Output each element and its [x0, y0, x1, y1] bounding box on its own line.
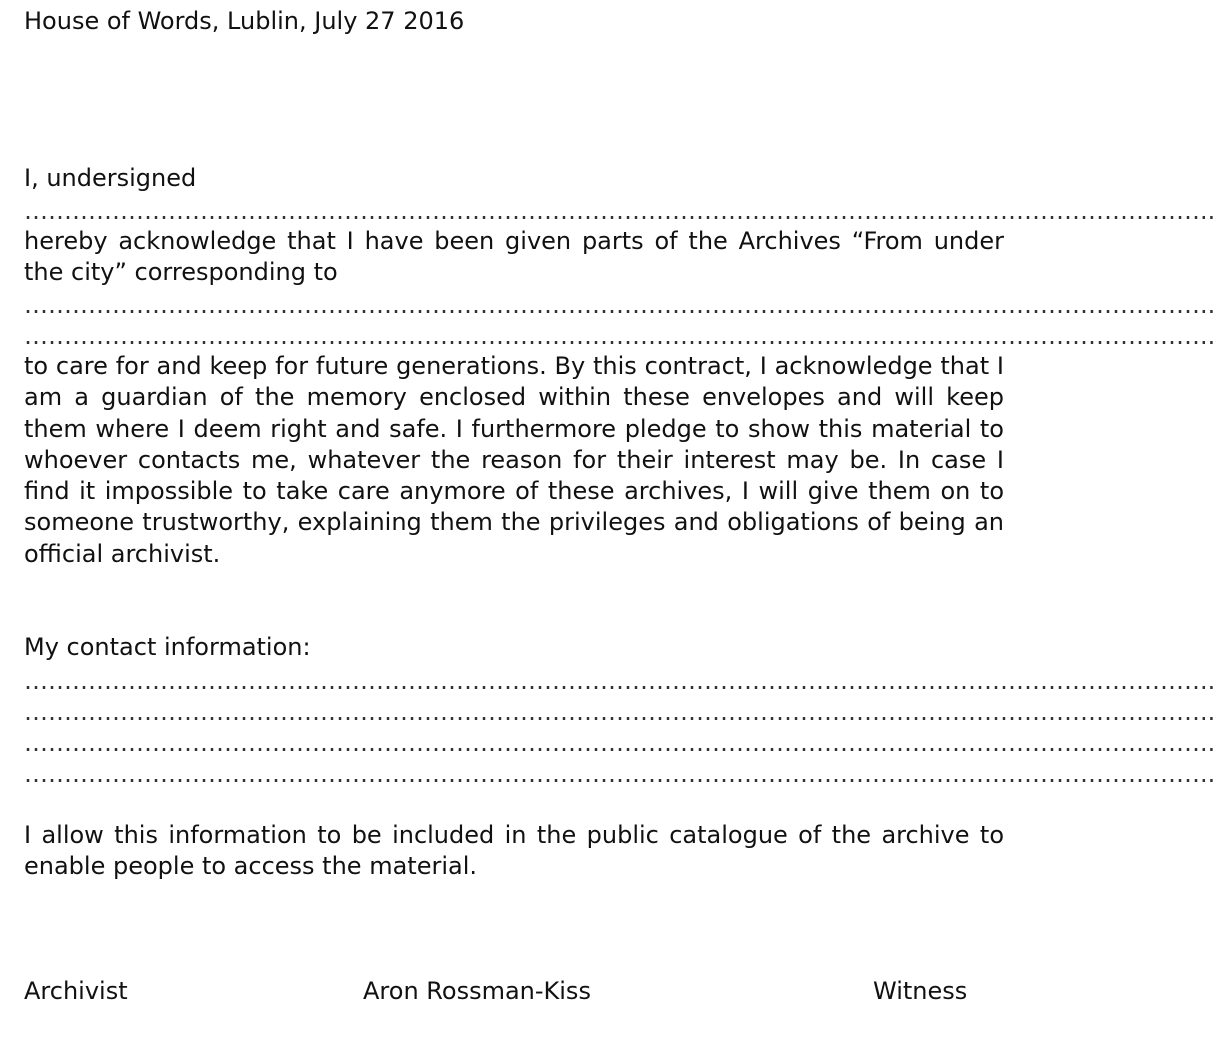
signature-name-label: Aron Rossman-Kiss — [363, 977, 591, 1005]
acknowledge-paragraph: hereby acknowledge that I have been given parts of the Archives “From under the city” corresponding to — [24, 227, 1004, 287]
consent-paragraph: I allow this information to be included in the public catalogue of the archive to enable people to access the material. — [24, 821, 1004, 881]
contact-label: My contact information: — [24, 633, 311, 661]
signature-archivist-label: Archivist — [24, 977, 128, 1005]
contact-fill-line-2: ………………………………………………………………………………………………………………………………….. — [24, 698, 1215, 726]
contact-fill-line-3: ………………………………………………………………………………………………………………………………….. — [24, 729, 1215, 757]
signature-witness-label: Witness — [873, 977, 968, 1005]
undersigned-label: I, undersigned — [24, 164, 197, 192]
place-date-line: House of Words, Lublin, July 27 2016 — [24, 7, 465, 35]
parts-fill-line-2: ………………………………………………………………………………………………………………………………….. — [24, 322, 1215, 350]
care-paragraph: to care for and keep for future generations. By this contract, I acknowledge that I am a guardian of the memory enclosed within these envelopes and will keep them where I deem right and safe. I furthermore pledge to show this material to whoever contacts me, whatever the reason for their interest may be. In case I find it impossible to take care anymore of these archives, I will give them on to someone trustworthy, explaining them the privileges and obligations of being an official archivist. — [24, 352, 1004, 568]
name-fill-line: ………………………………………………………………………………………………………………………………….. — [24, 197, 1215, 225]
contact-fill-line-1: ………………………………………………………………………………………………………………………………….. — [24, 667, 1215, 695]
contact-fill-line-4: ………………………………………………………………………………………………………………………………….. — [24, 760, 1215, 788]
parts-fill-line-1: ………………………………………………………………………………………………………………………………….. — [24, 291, 1215, 319]
